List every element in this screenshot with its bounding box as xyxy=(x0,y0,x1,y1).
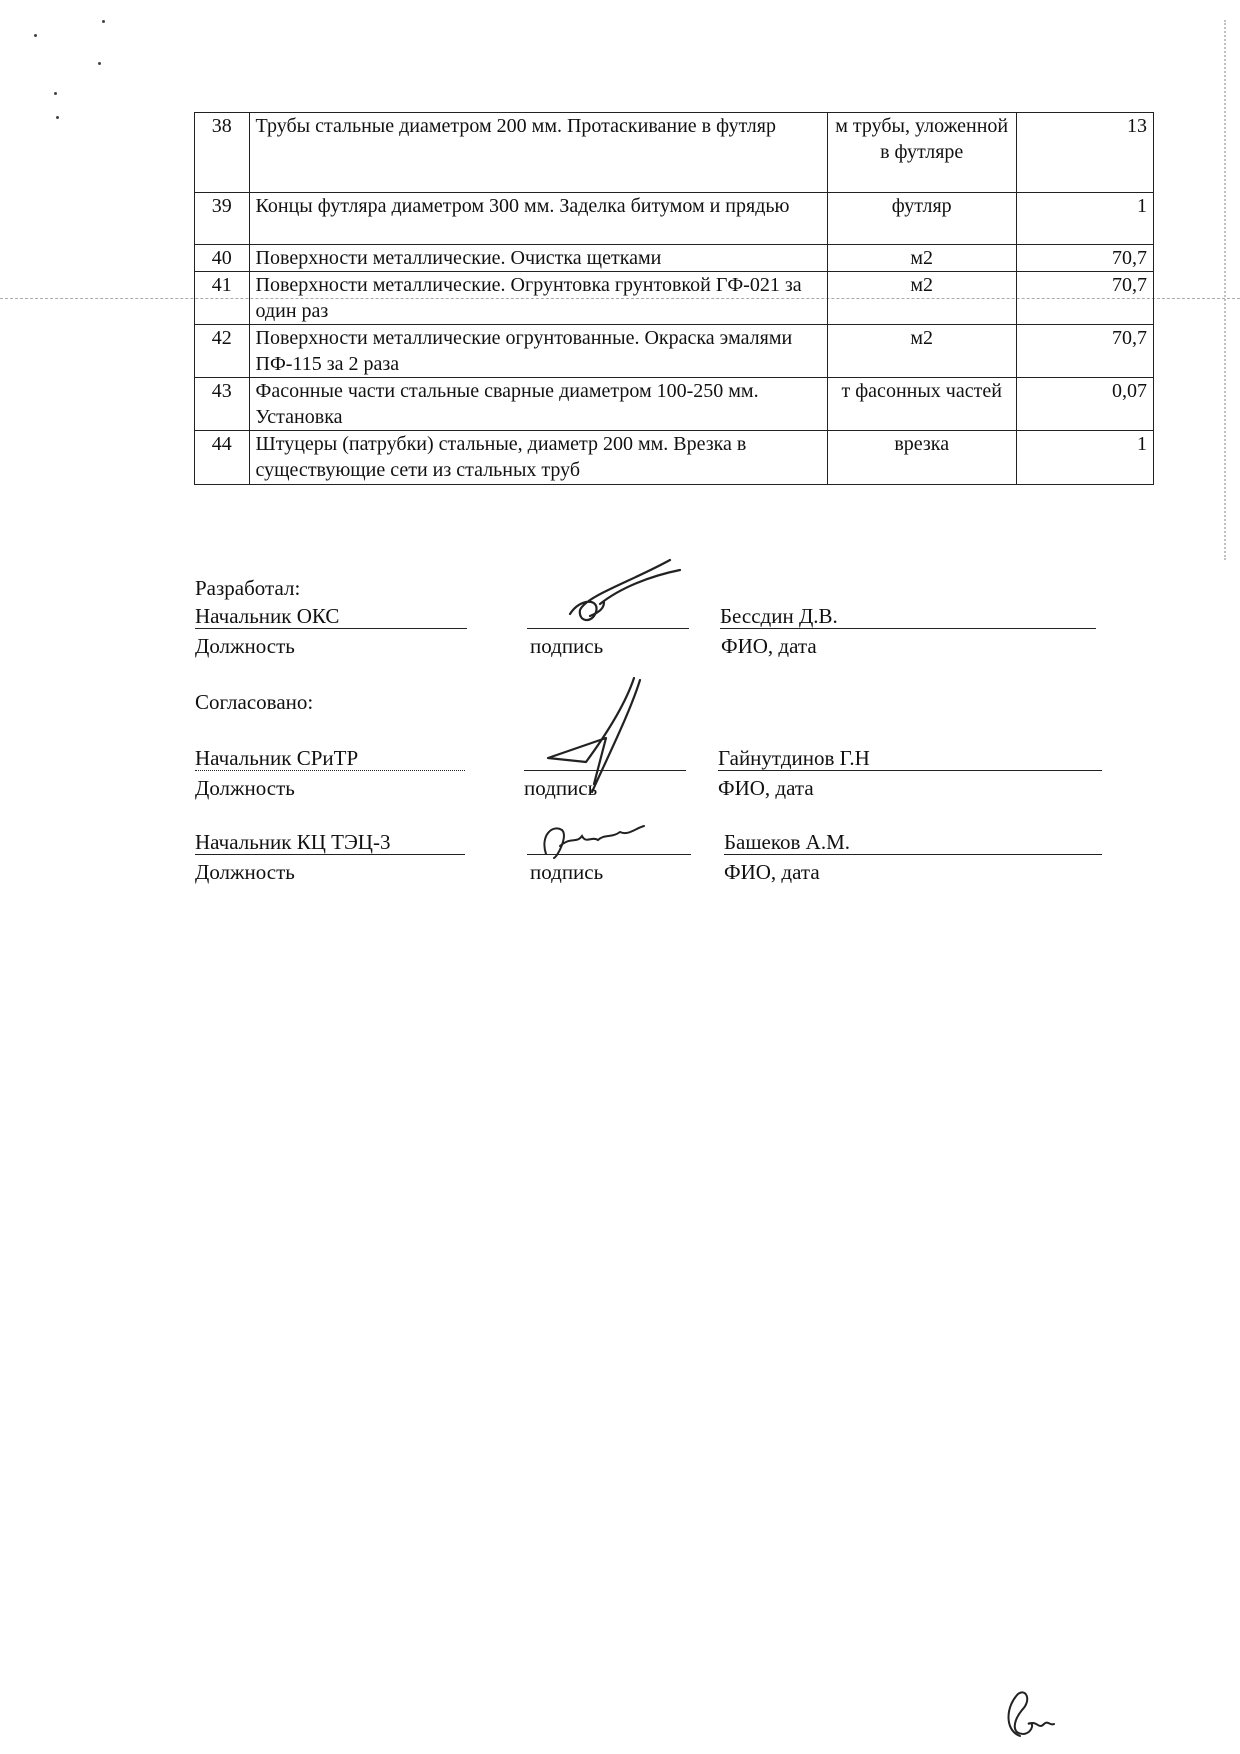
unit-of-measure: м2 xyxy=(827,325,1016,378)
signer-position: Начальник КЦ ТЭЦ-3 xyxy=(195,830,391,854)
signer-name: Гайнутдинов Г.Н xyxy=(718,746,870,770)
name-caption: ФИО, дата xyxy=(721,634,817,658)
row-number: 40 xyxy=(195,245,250,272)
signature-caption: подпись xyxy=(524,776,598,800)
row-number: 38 xyxy=(195,113,250,193)
table-row xyxy=(195,431,1154,485)
quantity: 1 xyxy=(1016,431,1153,485)
agreed-heading: Согласовано: xyxy=(195,690,314,714)
quantity: 13 xyxy=(1016,113,1153,193)
unit-of-measure: футляр xyxy=(827,193,1016,245)
position-caption: Должность xyxy=(195,860,295,884)
quantity: 70,7 xyxy=(1016,272,1153,325)
developed-heading: Разработал: xyxy=(195,576,301,600)
table-row xyxy=(195,325,1154,378)
unit-of-measure: м2 xyxy=(827,245,1016,272)
scan-speck xyxy=(98,62,101,65)
name-line xyxy=(720,628,1096,629)
unit-of-measure: т фасонных частей xyxy=(827,378,1016,431)
quantity: 70,7 xyxy=(1016,245,1153,272)
signature-line xyxy=(527,628,689,629)
name-caption: ФИО, дата xyxy=(718,776,814,800)
scan-speck xyxy=(34,34,37,37)
row-number: 43 xyxy=(195,378,250,431)
scan-speck xyxy=(56,116,59,119)
quantity: 1 xyxy=(1016,193,1153,245)
signature-caption: подпись xyxy=(530,634,604,658)
signature-image xyxy=(560,552,700,632)
position-caption: Должность xyxy=(195,776,295,800)
row-number: 41 xyxy=(195,272,250,325)
signature-line xyxy=(527,854,691,855)
work-name: Поверхности металлические. Очистка щетками xyxy=(249,245,827,272)
initials-mark xyxy=(994,1686,1064,1746)
position-caption: Должность xyxy=(195,634,295,658)
name-line xyxy=(724,854,1102,855)
developed-name: Бессдин Д.В. xyxy=(720,604,838,628)
scan-speck xyxy=(102,20,105,23)
name-line xyxy=(718,770,1102,771)
table-row xyxy=(195,193,1154,245)
work-name: Поверхности металлические огрунтованные. Окраска эмалями ПФ-115 за 2 раза xyxy=(249,325,827,378)
row-number: 42 xyxy=(195,325,250,378)
table-row xyxy=(195,378,1154,431)
table-row xyxy=(195,245,1154,272)
signature-image xyxy=(532,816,672,866)
scan-artifact-edge xyxy=(1224,20,1226,560)
signature-caption: подпись xyxy=(530,860,604,884)
work-name: Трубы стальные диаметром 200 мм. Протаскивание в футляр xyxy=(249,113,827,193)
row-number: 39 xyxy=(195,193,250,245)
signature-line xyxy=(524,770,686,771)
work-name: Штуцеры (патрубки) стальные, диаметр 200 мм. Врезка в существующие сети из стальных труб xyxy=(249,431,827,485)
works-table xyxy=(194,112,1154,485)
position-line xyxy=(195,628,467,629)
unit-of-measure: м2 xyxy=(827,272,1016,325)
work-name: Поверхности металлические. Огрунтовка грунтовкой ГФ-021 за один раз xyxy=(249,272,827,325)
developed-position: Начальник ОКС xyxy=(195,604,340,628)
table-row xyxy=(195,113,1154,193)
unit-of-measure: врезка xyxy=(827,431,1016,485)
signer-position: Начальник СРиТР xyxy=(195,746,359,770)
work-name: Концы футляра диаметром 300 мм. Заделка битумом и прядью xyxy=(249,193,827,245)
row-number: 44 xyxy=(195,431,250,485)
table-row xyxy=(195,272,1154,325)
quantity: 0,07 xyxy=(1016,378,1153,431)
signer-name: Башеков А.М. xyxy=(724,830,851,854)
position-line xyxy=(195,854,465,855)
position-line xyxy=(195,770,465,771)
quantity: 70,7 xyxy=(1016,325,1153,378)
unit-of-measure: м трубы, уложенной в футляре xyxy=(827,113,1016,193)
work-name: Фасонные части стальные сварные диаметром 100-250 мм. Установка xyxy=(249,378,827,431)
scan-speck xyxy=(54,92,57,95)
name-caption: ФИО, дата xyxy=(724,860,820,884)
